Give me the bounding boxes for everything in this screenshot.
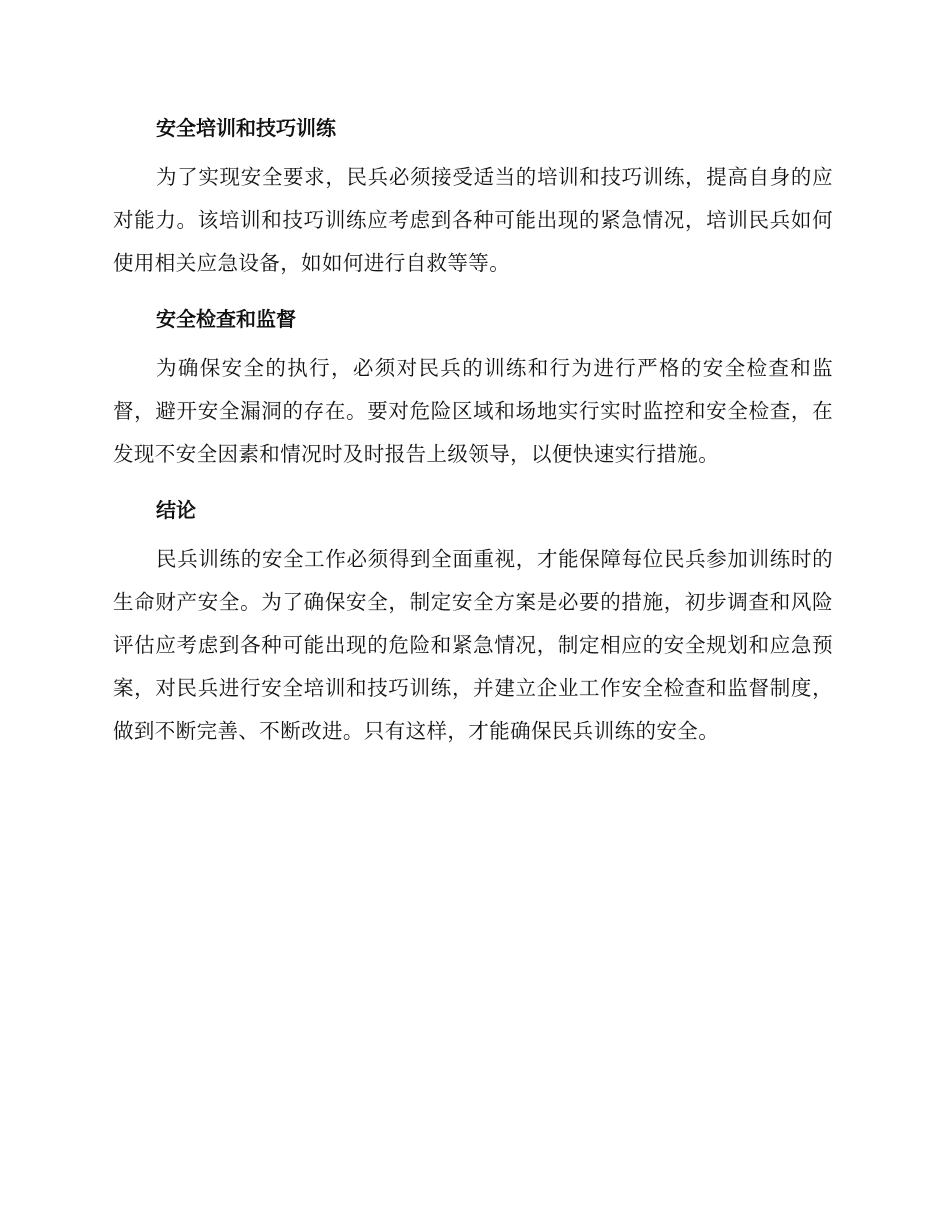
section-heading-conclusion: 结论 (156, 498, 196, 522)
document-body (113, 108, 833, 767)
section-heading-inspection: 安全检查和监督 (156, 307, 296, 331)
section-heading-training: 安全培训和技巧训练 (156, 116, 336, 140)
section-paragraph-training: 为了实现安全要求，民兵必须接受适当的培训和技巧训练，提高自身的应对能力。该培训和技巧训练应考虑到各种可能出现的紧急情况，培训民兵如何使用相关应急设备，如如何进行自救等等。 (113, 165, 833, 275)
section-paragraph-conclusion: 民兵训练的安全工作必须得到全面重视，才能保障每位民兵参加训练时的生命财产安全。为了确保安全，制定安全方案是必要的措施，初步调查和风险评估应考虑到各种可能出现的危险和紧急情况，制定相应的安全规划和应急预案，对民兵进行安全培训和技巧训练，并建立企业工作安全检查和监督制度，做到不断完善、不断改进。只有这样，才能确保民兵训练的安全。 (113, 547, 833, 743)
section-paragraph-inspection: 为确保安全的执行，必须对民兵的训练和行为进行严格的安全检查和监督，避开安全漏洞的存在。要对危险区域和场地实行实时监控和安全检查，在发现不安全因素和情况时及时报告上级领导，以便快速实行措施。 (113, 356, 833, 466)
